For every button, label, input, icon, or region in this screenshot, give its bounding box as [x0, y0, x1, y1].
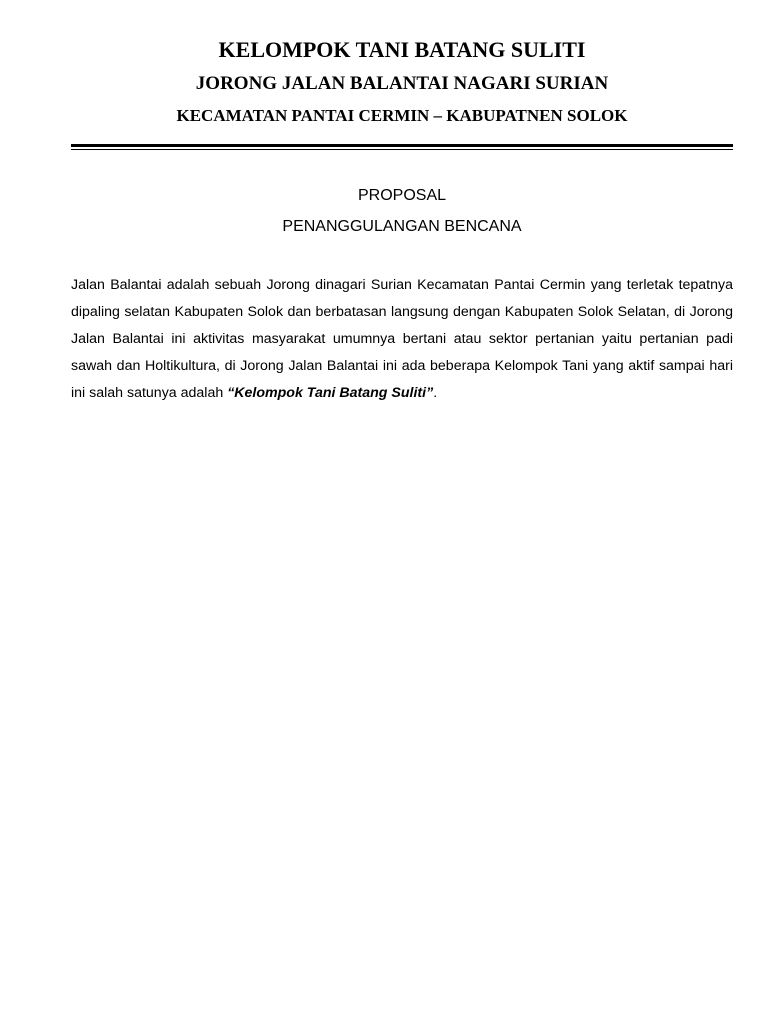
- body-paragraph: [71, 272, 733, 407]
- letterhead: [71, 34, 733, 128]
- organization-name: KELOMPOK TANI BATANG SULITI: [218, 37, 586, 62]
- title-line-subject: PENANGGULANGAN BENCANA: [282, 218, 522, 235]
- organization-district: KECAMATAN PANTAI CERMIN – KABUPATNEN SOLOK: [176, 106, 628, 125]
- organization-location: JORONG JALAN BALANTAI NAGARI SURIAN: [195, 73, 609, 94]
- paragraph-emphasis: “Kelompok Tani Batang Suliti”: [227, 385, 434, 401]
- document-title: [71, 180, 733, 242]
- paragraph-end: .: [433, 385, 438, 401]
- title-line-proposal: PROPOSAL: [357, 187, 447, 204]
- paragraph-text: Jalan Balantai adalah sebuah Jorong dinagari Surian Kecamatan Pantai Cermin yang terletak tepatnya dipaling selatan Kabupaten Solok dan berbatasan langsung dengan Kabupaten Solok Selatan, di Jorong Jalan Balantai ini aktivitas masyarakat umumnya bertani atau sektor pertanian yaitu pertanian padi sawah dan Holtikultura, di Jorong Jalan Balantai ini ada beberapa Kelompok Tani yang aktif sampai hari ini salah satunya adalah: [71, 277, 733, 401]
- letterhead-divider-thick: [71, 144, 733, 147]
- letterhead-divider-thin: [71, 149, 733, 150]
